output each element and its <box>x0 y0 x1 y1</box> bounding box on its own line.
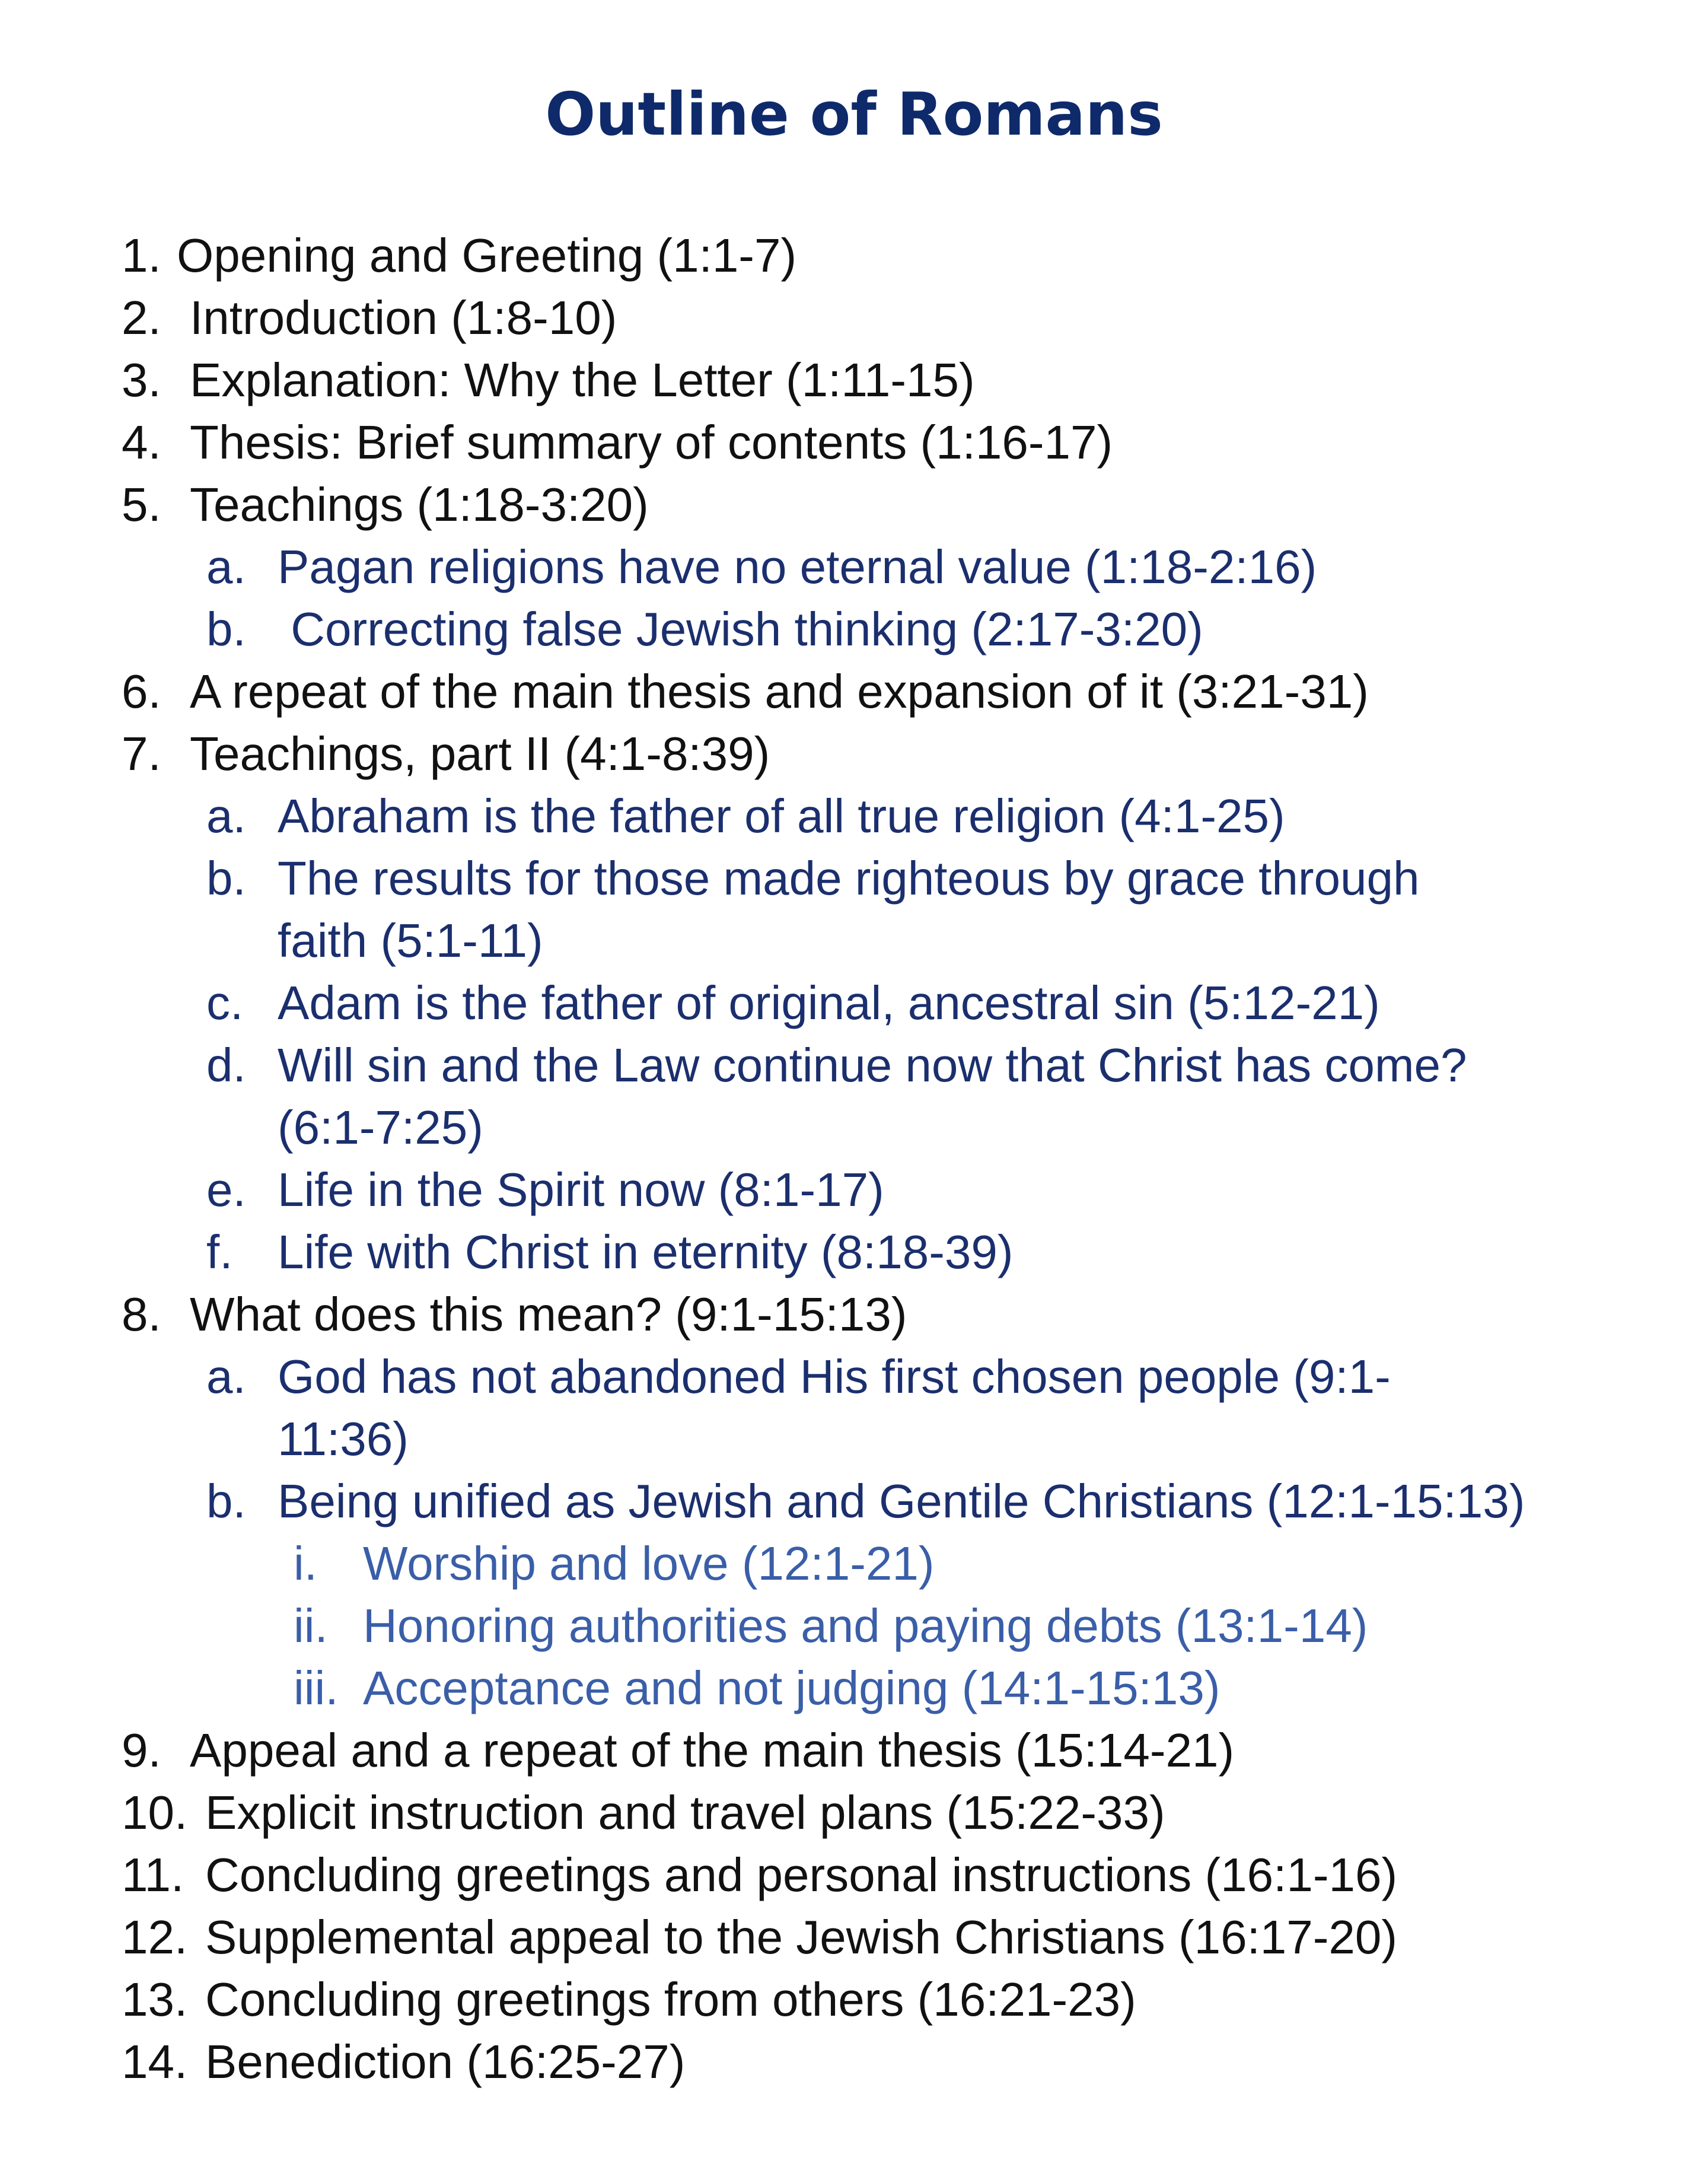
item-number: 8. <box>122 1288 161 1341</box>
item-number: 3. <box>122 354 161 406</box>
outline-item <box>0 1781 1708 1844</box>
subsubitem-text: Honoring authorities and paying debts (13:1-14) <box>363 1599 1368 1652</box>
item-text: What does this mean? (9:1-15:13) <box>190 1288 907 1341</box>
outline-list <box>0 224 1708 2093</box>
outline-item <box>0 1719 1708 1781</box>
item-number: 14. <box>122 2035 188 2088</box>
outline-item <box>0 1844 1708 1906</box>
subitem-text: Life in the Spirit now (8:1-17) <box>278 1163 884 1216</box>
subitem-letter: c. <box>206 976 244 1029</box>
item-number: 6. <box>122 665 161 718</box>
outline-item <box>0 411 1708 473</box>
item-text: Supplemental appeal to the Jewish Christians (16:17-20) <box>205 1911 1398 1963</box>
outline-subitem-continuation <box>0 1408 1708 1470</box>
subitem-text: Will sin and the Law continue now that Christ has come? <box>278 1039 1467 1091</box>
subitem-letter: a. <box>206 790 246 842</box>
outline-subitem <box>0 847 1708 909</box>
outline-subitem-continuation <box>0 909 1708 972</box>
outline-subitem <box>0 536 1708 598</box>
outline-item <box>0 1906 1708 1968</box>
subsubitem-numeral: ii. <box>294 1599 328 1652</box>
item-text: Explicit instruction and travel plans (15:22-33) <box>205 1786 1165 1839</box>
outline-item <box>0 1283 1708 1345</box>
item-number: 10. <box>122 1786 188 1839</box>
outline-item <box>0 1968 1708 2031</box>
subitem-text: Being unified as Jewish and Gentile Christians (12:1-15:13) <box>278 1475 1525 1527</box>
item-text: Benediction (16:25-27) <box>205 2035 686 2088</box>
subitem-text: Abraham is the father of all true religion (4:1-25) <box>278 790 1285 842</box>
item-text: Concluding greetings from others (16:21-23) <box>205 1973 1136 2026</box>
subitem-text: (6:1-7:25) <box>278 1101 483 1154</box>
subitem-text: Correcting false Jewish thinking (2:17-3:20) <box>278 603 1203 655</box>
item-text: Appeal and a repeat of the main thesis (15:14-21) <box>190 1724 1235 1777</box>
subitem-letter: b. <box>206 603 246 655</box>
item-text: Teachings (1:18-3:20) <box>190 478 649 531</box>
subsubitem-text: Acceptance and not judging (14:1-15:13) <box>363 1662 1221 1714</box>
subitem-text: faith (5:1-11) <box>278 914 543 967</box>
item-text: A repeat of the main thesis and expansion of it (3:21-31) <box>190 665 1369 718</box>
outline-subitem-continuation <box>0 1096 1708 1159</box>
item-text: Concluding greetings and personal instructions (16:1-16) <box>205 1848 1398 1901</box>
item-text: Explanation: Why the Letter (1:11-15) <box>190 354 975 406</box>
subitem-letter: a. <box>206 540 246 593</box>
outline-item <box>0 287 1708 349</box>
subitem-letter: e. <box>206 1163 246 1216</box>
outline-item <box>0 473 1708 536</box>
subitem-text: Adam is the father of original, ancestral sin (5:12-21) <box>278 976 1380 1029</box>
outline-subitem <box>0 972 1708 1034</box>
outline-subitem <box>0 598 1708 660</box>
item-text: Thesis: Brief summary of contents (1:16-17) <box>190 416 1113 469</box>
subitem-text: Pagan religions have no eternal value (1:18-2:16) <box>278 540 1317 593</box>
item-number: 5. <box>122 478 161 531</box>
outline-item <box>0 224 1708 287</box>
item-number: 13. <box>122 1973 188 2026</box>
item-text: Opening and Greeting (1:1-7) <box>177 229 797 282</box>
subitem-text: Life with Christ in eternity (8:18-39) <box>278 1226 1014 1278</box>
item-number: 2. <box>122 291 161 344</box>
subitem-letter: f. <box>206 1226 233 1278</box>
page-title: Outline of Romans <box>545 79 1163 149</box>
item-number: 1. <box>122 229 161 282</box>
subitem-letter: b. <box>206 852 246 905</box>
item-number: 11. <box>122 1848 184 1901</box>
outline-item <box>0 723 1708 785</box>
outline-subsubitem <box>0 1595 1708 1657</box>
subitem-text: The results for those made righteous by grace through <box>278 852 1420 905</box>
outline-subitem <box>0 785 1708 847</box>
item-text: Teachings, part II (4:1-8:39) <box>190 727 770 780</box>
outline-subitem <box>0 1345 1708 1408</box>
item-number: 9. <box>122 1724 161 1777</box>
subitem-text: God has not abandoned His first chosen people (9:1- <box>278 1350 1391 1403</box>
subsubitem-numeral: i. <box>294 1537 317 1590</box>
subitem-letter: d. <box>206 1039 246 1091</box>
outline-subsubitem <box>0 1532 1708 1595</box>
subitem-text: 11:36) <box>278 1412 409 1465</box>
subsubitem-numeral: iii. <box>294 1662 339 1714</box>
item-number: 7. <box>122 727 161 780</box>
outline-subitem <box>0 1159 1708 1221</box>
subitem-letter: a. <box>206 1350 246 1403</box>
outline-item <box>0 660 1708 723</box>
outline-subitem <box>0 1034 1708 1096</box>
outline-item <box>0 2031 1708 2093</box>
item-text: Introduction (1:8-10) <box>190 291 617 344</box>
item-number: 4. <box>122 416 161 469</box>
item-number: 12. <box>122 1911 188 1963</box>
subitem-letter: b. <box>206 1475 246 1527</box>
outline-subsubitem <box>0 1657 1708 1719</box>
subsubitem-text: Worship and love (12:1-21) <box>363 1537 935 1590</box>
outline-subitem <box>0 1470 1708 1532</box>
outline-item <box>0 349 1708 411</box>
outline-subitem <box>0 1221 1708 1283</box>
